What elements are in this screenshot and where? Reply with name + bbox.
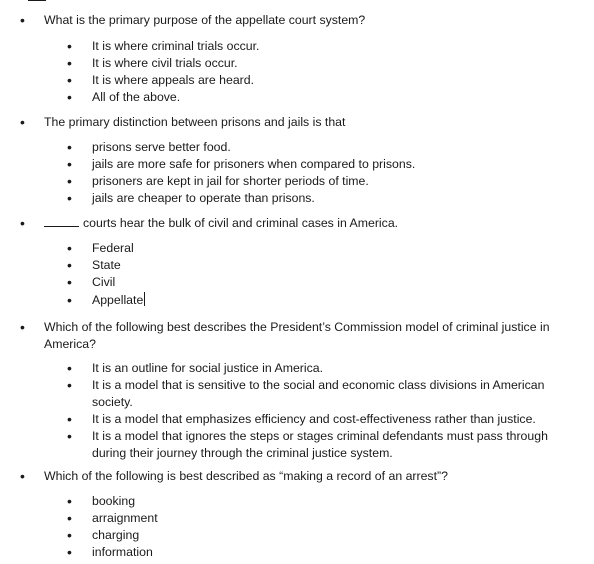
option-bullet: • bbox=[67, 377, 72, 393]
question-3-text-label: courts hear the bulk of civil and criminal cases in America. bbox=[83, 216, 399, 230]
question-1-option-3[interactable]: It is where appeals are heard. bbox=[92, 73, 255, 87]
question-4-option-4[interactable]: It is a model that ignores the steps or stages criminal defendants must pass through during their journey through the criminal justice system. bbox=[92, 429, 548, 460]
question-4-option-3[interactable]: It is a model that emphasizes efficiency and cost-effectiveness rather than justice. bbox=[92, 412, 536, 426]
question-4-text[interactable]: Which of the following best describes the President’s Commission model of criminal justice in America? bbox=[44, 320, 550, 351]
fill-in-blank bbox=[44, 215, 79, 227]
option-bullet: • bbox=[67, 274, 72, 290]
text-cursor bbox=[144, 292, 145, 306]
option-bullet: • bbox=[67, 510, 72, 526]
question-3-option-4-label: Appellate bbox=[92, 293, 144, 307]
question-1-text[interactable]: What is the primary purpose of the appellate court system? bbox=[44, 13, 366, 27]
option-bullet: • bbox=[67, 411, 72, 427]
question-3-option-1[interactable]: Federal bbox=[92, 241, 134, 255]
option-bullet: • bbox=[67, 89, 72, 105]
question-5-bullet: • bbox=[20, 468, 25, 484]
question-3-option-2[interactable]: State bbox=[92, 258, 121, 272]
question-5-option-1[interactable]: booking bbox=[92, 494, 136, 508]
option-bullet: • bbox=[67, 38, 72, 54]
option-bullet: • bbox=[67, 292, 72, 308]
option-bullet: • bbox=[67, 72, 72, 88]
option-bullet: • bbox=[67, 173, 72, 189]
question-4-bullet: • bbox=[20, 319, 25, 335]
option-bullet: • bbox=[67, 55, 72, 71]
question-3-text[interactable] bbox=[44, 215, 584, 232]
question-4-option-2[interactable]: It is a model that is sensitive to the social and economic class divisions in American society. bbox=[92, 378, 545, 409]
question-2-text[interactable]: The primary distinction between prisons and jails is that bbox=[44, 115, 346, 129]
option-bullet: • bbox=[67, 493, 72, 509]
question-5-option-3[interactable]: charging bbox=[92, 528, 140, 542]
question-5-text[interactable]: Which of the following is best described as “making a record of an arrest”? bbox=[44, 469, 448, 483]
question-3-option-4[interactable] bbox=[92, 292, 582, 309]
question-2-option-1[interactable]: prisons serve better food. bbox=[92, 140, 231, 154]
option-bullet: • bbox=[67, 240, 72, 256]
question-1-option-1[interactable]: It is where criminal trials occur. bbox=[92, 39, 260, 53]
question-2-option-3[interactable]: prisoners are kept in jail for shorter periods of time. bbox=[92, 174, 369, 188]
question-1-option-4[interactable]: All of the above. bbox=[92, 90, 181, 104]
option-bullet: • bbox=[67, 139, 72, 155]
question-4-option-1[interactable]: It is an outline for social justice in America. bbox=[92, 361, 324, 375]
question-2-option-4[interactable]: jails are cheaper to operate than prisons. bbox=[92, 191, 315, 205]
question-3-bullet: • bbox=[20, 215, 25, 231]
question-1-option-2[interactable]: It is where civil trials occur. bbox=[92, 56, 238, 70]
cropped-text-fragment bbox=[28, 0, 46, 1]
question-5-option-2[interactable]: arraignment bbox=[92, 511, 158, 525]
question-1-bullet: • bbox=[20, 12, 25, 28]
option-bullet: • bbox=[67, 257, 72, 273]
option-bullet: • bbox=[67, 544, 72, 560]
option-bullet: • bbox=[67, 360, 72, 376]
question-5-option-4[interactable]: information bbox=[92, 545, 153, 559]
option-bullet: • bbox=[67, 156, 72, 172]
question-3-option-3[interactable]: Civil bbox=[92, 275, 116, 289]
question-2-option-2[interactable]: jails are more safe for prisoners when compared to prisons. bbox=[92, 157, 416, 171]
question-2-bullet: • bbox=[20, 114, 25, 130]
option-bullet: • bbox=[67, 527, 72, 543]
option-bullet: • bbox=[67, 428, 72, 444]
option-bullet: • bbox=[67, 190, 72, 206]
